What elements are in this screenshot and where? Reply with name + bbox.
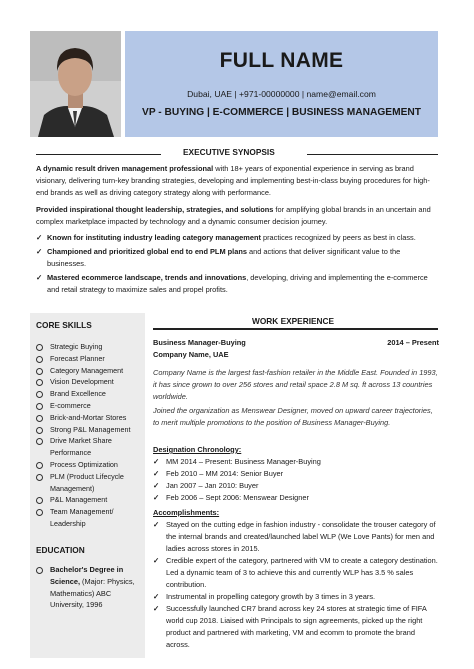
list-item: ✓ MM 2014 – Present: Business Manager-Buying — [153, 457, 321, 466]
circle-bullet-icon — [36, 462, 43, 469]
synopsis-highlights — [36, 232, 438, 298]
circle-bullet-icon — [36, 403, 43, 410]
email: name@email.com — [306, 89, 376, 99]
accomplishments-title: Accomplishments: — [153, 508, 220, 517]
circle-bullet-icon — [36, 497, 43, 504]
circle-bullet-icon — [36, 438, 43, 445]
skills-list — [36, 341, 148, 530]
list-item: Brand Excellence — [36, 388, 148, 400]
list-item: Forecast Planner — [36, 353, 148, 365]
role-title: VP - BUYING | E-COMMERCE | BUSINESS MANAGEMENT — [142, 107, 421, 118]
work-title: WORK EXPERIENCE — [252, 316, 335, 326]
circle-bullet-icon — [36, 368, 43, 375]
job-header — [153, 337, 439, 349]
job-title: Business Manager-Buying — [153, 338, 246, 347]
list-item: ✓ Feb 2010 – MM 2014: Senior Buyer — [153, 469, 284, 478]
check-icon: ✓ — [36, 233, 43, 242]
check-icon: ✓ — [153, 469, 160, 478]
list-item: Vision Development — [36, 376, 148, 388]
check-icon: ✓ — [153, 592, 160, 601]
chronology-title: Designation Chronology: — [153, 445, 242, 454]
job-dates: 2014 – Present — [387, 338, 439, 347]
skills-title: CORE SKILLS — [36, 320, 92, 330]
circle-bullet-icon — [36, 356, 43, 363]
list-item: ✓ Jan 2007 – Jan 2010: Buyer — [153, 481, 259, 490]
location: Dubai, UAE — [187, 89, 232, 99]
circle-bullet-icon — [36, 567, 43, 574]
list-item: ✓ Instrumental in propelling category growth by 3 times in 3 years. — [153, 592, 376, 601]
list-item: Team Management/ Leadership — [36, 506, 148, 530]
synopsis-title: EXECUTIVE SYNOPSIS — [183, 147, 275, 157]
chronology-list — [153, 456, 439, 504]
list-item: ✓ Stayed on the cutting edge in fashion industry - consolidate the trouser category of the internal brands and created/launched label WLP (We Love Pants) for men and ladies across stores in 2015. — [153, 520, 436, 553]
accomplishments-list — [153, 519, 439, 651]
list-item: P&L Management — [36, 494, 148, 506]
check-icon: ✓ — [153, 556, 160, 565]
list-item: E-commerce — [36, 400, 148, 412]
career-summary: Joined the organization as Menswear Designer, moved on upward career trajectories, to merit multiple promotions to the position of Business Manager-Buying. — [153, 406, 433, 427]
check-icon: ✓ — [153, 520, 160, 529]
list-item: ✓ Championed and prioritized global end to end PLM plans and actions that deliver significant value to the businesses. — [36, 247, 401, 268]
phone: +971-00000000 — [239, 89, 300, 99]
check-icon: ✓ — [153, 604, 160, 613]
full-name: FULL NAME — [219, 49, 344, 72]
list-item: Strong P&L Management — [36, 424, 148, 436]
list-item: ✓ Known for instituting industry leading category management practices recognized by peers as best in class. — [36, 233, 416, 242]
check-icon: ✓ — [153, 493, 160, 502]
circle-bullet-icon — [36, 474, 43, 481]
company-name: Company Name, UAE — [153, 350, 229, 359]
check-icon: ✓ — [36, 273, 43, 282]
list-item: PLM (Product Lifecycle Management) — [36, 471, 148, 495]
list-item: ✓ Mastered ecommerce landscape, trends and innovations, developing, driving and implementing the e-commerce and retail strategy to maximize sales and propel profits. — [36, 273, 428, 294]
contact-line: Dubai, UAE | +971-00000000 | name@email.com — [187, 89, 376, 99]
list-item: ✓ Successfully launched CR7 brand across key 24 stores at strategic time of FIFA world cup 2018. Liaised with Principals to sign agreements, picked up the right product and partnered with marketing, VM and ecomm to promote the brand across. — [153, 604, 427, 649]
divider — [153, 328, 438, 330]
circle-bullet-icon — [36, 391, 43, 398]
education-entry: Bachelor's Degree in Science, (Major: Physics, Mathematics) ABC University, 1996 — [36, 564, 146, 611]
check-icon: ✓ — [153, 457, 160, 466]
list-item: Category Management — [36, 365, 148, 377]
synopsis-paragraph-2: Provided inspirational thought leadership, strategies, and solutions for amplifying global brands in an uncertain and complex marketplace impacted by technology and a dynamic consumer decision journey. — [36, 205, 431, 226]
list-item: Brick-and-Mortar Stores — [36, 412, 148, 424]
synopsis-paragraph-1: A dynamic result driven management professional with 18+ years of exponential experience in serving as brand visionary, delivering turn-key branding strategies, developing and implementing best-in-class buying procedures for high-end brands as well as driving category strategy along with performance. — [36, 164, 430, 197]
profile-photo — [30, 31, 121, 137]
list-item: ✓ Credible expert of the category, partnered with VM to create a category destination. Led a dynamic team of 3 to achieve this and currently WLP has 3.5 % sales contribution. — [153, 556, 438, 589]
header-banner — [125, 31, 438, 137]
list-item: ✓ Feb 2006 – Sept 2006: Menswear Designer — [153, 493, 309, 502]
divider — [36, 154, 161, 155]
check-icon: ✓ — [153, 481, 160, 490]
circle-bullet-icon — [36, 344, 43, 351]
circle-bullet-icon — [36, 415, 43, 422]
company-description: Company Name is the largest fast-fashion retailer in the Middle East. Founded in 1993, it has since grown to over 256 stores and retail space 2.8 M sq. ft across 13 countries worldwide. — [153, 368, 438, 401]
list-item: Process Optimization — [36, 459, 148, 471]
circle-bullet-icon — [36, 427, 43, 434]
check-icon: ✓ — [36, 247, 43, 256]
circle-bullet-icon — [36, 509, 43, 516]
portrait-image — [30, 31, 121, 137]
divider — [307, 154, 438, 155]
list-item: Strategic Buying — [36, 341, 148, 353]
education-title: EDUCATION — [36, 545, 85, 555]
list-item: Drive Market Share Performance — [36, 435, 148, 459]
circle-bullet-icon — [36, 379, 43, 386]
